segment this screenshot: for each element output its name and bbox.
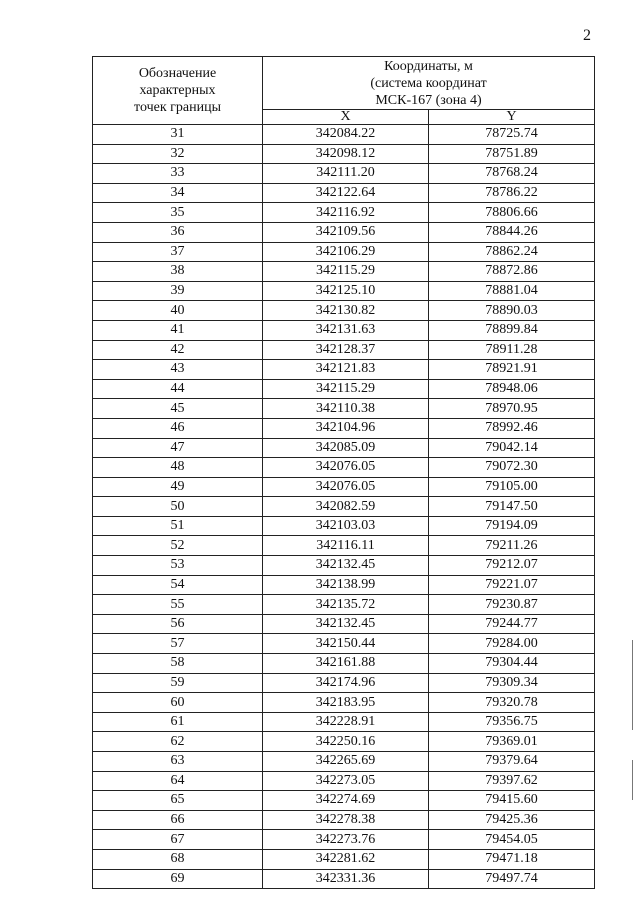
y-coordinate-cell: 78806.66 xyxy=(429,203,595,223)
y-coordinate-cell: 78872.86 xyxy=(429,262,595,282)
point-number-cell: 42 xyxy=(93,340,263,360)
x-coordinate-cell: 342115.29 xyxy=(263,379,429,399)
point-number-cell: 63 xyxy=(93,752,263,772)
scan-edge-mark xyxy=(632,640,633,730)
y-coordinate-cell: 79471.18 xyxy=(429,849,595,869)
x-coordinate-cell: 342135.72 xyxy=(263,595,429,615)
point-number-cell: 49 xyxy=(93,477,263,497)
point-number-cell: 68 xyxy=(93,849,263,869)
x-coordinate-cell: 342132.45 xyxy=(263,556,429,576)
scan-edge-mark xyxy=(632,760,633,800)
y-coordinate-cell: 78786.22 xyxy=(429,183,595,203)
point-number-cell: 37 xyxy=(93,242,263,262)
y-coordinate-cell: 78751.89 xyxy=(429,144,595,164)
point-number-cell: 51 xyxy=(93,516,263,536)
point-number-cell: 62 xyxy=(93,732,263,752)
point-number-cell: 54 xyxy=(93,575,263,595)
x-coordinate-cell: 342130.82 xyxy=(263,301,429,321)
table-row xyxy=(93,281,595,301)
y-coordinate-cell: 79320.78 xyxy=(429,693,595,713)
x-coordinate-cell: 342115.29 xyxy=(263,262,429,282)
y-coordinate-cell: 79105.00 xyxy=(429,477,595,497)
point-number-cell: 55 xyxy=(93,595,263,615)
x-coordinate-cell: 342250.16 xyxy=(263,732,429,752)
table-row xyxy=(93,654,595,674)
designation-header xyxy=(93,57,263,125)
y-column-header: Y xyxy=(429,110,595,125)
x-coordinate-cell: 342183.95 xyxy=(263,693,429,713)
table-row xyxy=(93,752,595,772)
point-number-cell: 48 xyxy=(93,458,263,478)
y-coordinate-cell: 79415.60 xyxy=(429,791,595,811)
table-body xyxy=(93,125,595,889)
point-number-cell: 34 xyxy=(93,183,263,203)
x-coordinate-cell: 342082.59 xyxy=(263,497,429,517)
point-number-cell: 39 xyxy=(93,281,263,301)
designation-header-line: точек границы xyxy=(134,100,221,115)
table-row xyxy=(93,693,595,713)
table-row xyxy=(93,673,595,693)
table-row xyxy=(93,497,595,517)
coordinates-header-line: МСК-167 (зона 4) xyxy=(375,93,482,108)
table-row xyxy=(93,320,595,340)
point-number-cell: 59 xyxy=(93,673,263,693)
y-coordinate-cell: 79454.05 xyxy=(429,830,595,850)
y-coordinate-cell: 79212.07 xyxy=(429,556,595,576)
table-row xyxy=(93,438,595,458)
y-coordinate-cell: 78881.04 xyxy=(429,281,595,301)
point-number-cell: 67 xyxy=(93,830,263,850)
point-number-cell: 57 xyxy=(93,634,263,654)
table-row xyxy=(93,379,595,399)
y-coordinate-cell: 78948.06 xyxy=(429,379,595,399)
x-coordinate-cell: 342085.09 xyxy=(263,438,429,458)
table-row xyxy=(93,399,595,419)
x-coordinate-cell: 342076.05 xyxy=(263,458,429,478)
y-coordinate-cell: 79230.87 xyxy=(429,595,595,615)
y-coordinate-cell: 79369.01 xyxy=(429,732,595,752)
x-coordinate-cell: 342111.20 xyxy=(263,164,429,184)
table-row xyxy=(93,222,595,242)
point-number-cell: 32 xyxy=(93,144,263,164)
point-number-cell: 61 xyxy=(93,712,263,732)
x-coordinate-cell: 342150.44 xyxy=(263,634,429,654)
y-coordinate-cell: 79284.00 xyxy=(429,634,595,654)
table-row xyxy=(93,614,595,634)
x-coordinate-cell: 342103.03 xyxy=(263,516,429,536)
coordinates-header-line: (система координат xyxy=(370,76,487,91)
table-row xyxy=(93,516,595,536)
table-row xyxy=(93,732,595,752)
point-number-cell: 35 xyxy=(93,203,263,223)
coordinates-table xyxy=(92,56,595,889)
point-number-cell: 33 xyxy=(93,164,263,184)
page-number: 2 xyxy=(583,27,591,44)
y-coordinate-cell: 78921.91 xyxy=(429,360,595,380)
table-row xyxy=(93,242,595,262)
table-row xyxy=(93,458,595,478)
point-number-cell: 66 xyxy=(93,810,263,830)
y-coordinate-cell: 78862.24 xyxy=(429,242,595,262)
x-coordinate-cell: 342161.88 xyxy=(263,654,429,674)
table-row xyxy=(93,340,595,360)
y-coordinate-cell: 78844.26 xyxy=(429,222,595,242)
y-coordinate-cell: 79356.75 xyxy=(429,712,595,732)
y-coordinate-cell: 79397.62 xyxy=(429,771,595,791)
point-number-cell: 31 xyxy=(93,125,263,145)
x-coordinate-cell: 342125.10 xyxy=(263,281,429,301)
point-number-cell: 38 xyxy=(93,262,263,282)
coordinates-header-line: Координаты, м xyxy=(384,59,473,74)
point-number-cell: 58 xyxy=(93,654,263,674)
point-number-cell: 47 xyxy=(93,438,263,458)
x-coordinate-cell: 342122.64 xyxy=(263,183,429,203)
y-coordinate-cell: 79497.74 xyxy=(429,869,595,889)
point-number-cell: 44 xyxy=(93,379,263,399)
table-row xyxy=(93,536,595,556)
y-coordinate-cell: 79379.64 xyxy=(429,752,595,772)
y-coordinate-cell: 79309.34 xyxy=(429,673,595,693)
x-coordinate-cell: 342106.29 xyxy=(263,242,429,262)
table-row xyxy=(93,301,595,321)
table-row xyxy=(93,477,595,497)
x-coordinate-cell: 342116.92 xyxy=(263,203,429,223)
table-row xyxy=(93,712,595,732)
coordinates-header xyxy=(263,57,595,110)
designation-header-line: Обозначение xyxy=(138,66,217,81)
point-number-cell: 45 xyxy=(93,399,263,419)
x-coordinate-cell: 342132.45 xyxy=(263,614,429,634)
x-coordinate-cell: 342331.36 xyxy=(263,869,429,889)
x-coordinate-cell: 342109.56 xyxy=(263,222,429,242)
x-coordinate-cell: 342116.11 xyxy=(263,536,429,556)
table-header xyxy=(93,57,595,125)
table-row xyxy=(93,791,595,811)
y-coordinate-cell: 79304.44 xyxy=(429,654,595,674)
point-number-cell: 43 xyxy=(93,360,263,380)
y-coordinate-cell: 79211.26 xyxy=(429,536,595,556)
x-column-header: X xyxy=(263,110,429,125)
point-number-cell: 64 xyxy=(93,771,263,791)
table-row xyxy=(93,360,595,380)
x-coordinate-cell: 342228.91 xyxy=(263,712,429,732)
point-number-cell: 65 xyxy=(93,791,263,811)
point-number-cell: 46 xyxy=(93,418,263,438)
table-row xyxy=(93,203,595,223)
table-row xyxy=(93,575,595,595)
point-number-cell: 50 xyxy=(93,497,263,517)
point-number-cell: 56 xyxy=(93,614,263,634)
x-coordinate-cell: 342273.76 xyxy=(263,830,429,850)
point-number-cell: 41 xyxy=(93,320,263,340)
x-coordinate-cell: 342104.96 xyxy=(263,418,429,438)
x-coordinate-cell: 342110.38 xyxy=(263,399,429,419)
x-coordinate-cell: 342274.69 xyxy=(263,791,429,811)
x-coordinate-cell: 342121.83 xyxy=(263,360,429,380)
y-coordinate-cell: 78890.03 xyxy=(429,301,595,321)
y-coordinate-cell: 79072.30 xyxy=(429,458,595,478)
x-coordinate-cell: 342265.69 xyxy=(263,752,429,772)
table-row xyxy=(93,634,595,654)
y-coordinate-cell: 79194.09 xyxy=(429,516,595,536)
point-number-cell: 40 xyxy=(93,301,263,321)
table-row xyxy=(93,830,595,850)
x-coordinate-cell: 342131.63 xyxy=(263,320,429,340)
point-number-cell: 52 xyxy=(93,536,263,556)
table-row xyxy=(93,771,595,791)
x-coordinate-cell: 342174.96 xyxy=(263,673,429,693)
point-number-cell: 69 xyxy=(93,869,263,889)
point-number-cell: 53 xyxy=(93,556,263,576)
y-coordinate-cell: 78970.95 xyxy=(429,399,595,419)
table-row xyxy=(93,849,595,869)
table-row xyxy=(93,595,595,615)
y-coordinate-cell: 78768.24 xyxy=(429,164,595,184)
table-row xyxy=(93,810,595,830)
table-row xyxy=(93,183,595,203)
y-coordinate-cell: 79221.07 xyxy=(429,575,595,595)
table-row xyxy=(93,144,595,164)
y-coordinate-cell: 78899.84 xyxy=(429,320,595,340)
y-coordinate-cell: 78911.28 xyxy=(429,340,595,360)
x-coordinate-cell: 342278.38 xyxy=(263,810,429,830)
x-coordinate-cell: 342138.99 xyxy=(263,575,429,595)
table-row xyxy=(93,262,595,282)
table-row xyxy=(93,556,595,576)
y-coordinate-cell: 79147.50 xyxy=(429,497,595,517)
x-coordinate-cell: 342084.22 xyxy=(263,125,429,145)
designation-header-line: характерных xyxy=(139,83,216,98)
point-number-cell: 60 xyxy=(93,693,263,713)
x-coordinate-cell: 342273.05 xyxy=(263,771,429,791)
y-coordinate-cell: 78992.46 xyxy=(429,418,595,438)
x-coordinate-cell: 342076.05 xyxy=(263,477,429,497)
point-number-cell: 36 xyxy=(93,222,263,242)
y-coordinate-cell: 79244.77 xyxy=(429,614,595,634)
x-coordinate-cell: 342098.12 xyxy=(263,144,429,164)
table-row xyxy=(93,869,595,889)
table-row xyxy=(93,164,595,184)
y-coordinate-cell: 78725.74 xyxy=(429,125,595,145)
x-coordinate-cell: 342281.62 xyxy=(263,849,429,869)
table-row xyxy=(93,125,595,145)
x-coordinate-cell: 342128.37 xyxy=(263,340,429,360)
table-row xyxy=(93,418,595,438)
y-coordinate-cell: 79425.36 xyxy=(429,810,595,830)
y-coordinate-cell: 79042.14 xyxy=(429,438,595,458)
